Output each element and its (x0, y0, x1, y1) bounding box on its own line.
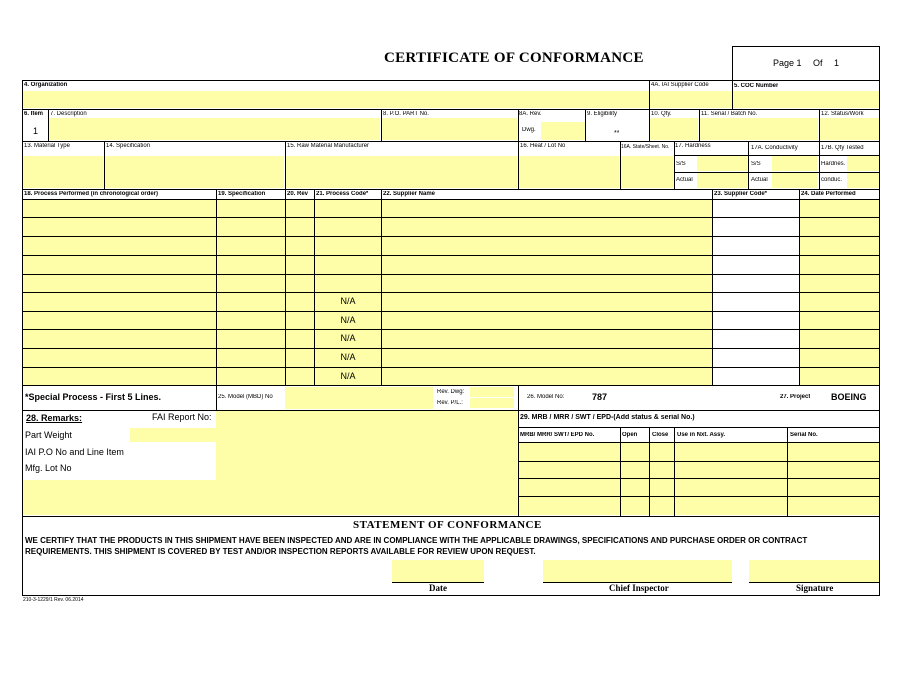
date-field[interactable] (392, 560, 484, 582)
process-cell[interactable] (23, 368, 216, 385)
item-label: 6. Item (24, 111, 44, 117)
chief-inspector-label: Chief Inspector (609, 583, 669, 593)
process-cell[interactable] (382, 312, 712, 330)
iai-po-label: IAI P.O No and Line Item (25, 447, 124, 457)
process-cell[interactable] (315, 256, 381, 275)
process-cell[interactable] (23, 256, 216, 275)
process-cell[interactable] (800, 256, 879, 275)
hardness-ss-field[interactable] (697, 156, 747, 171)
rev-pl-field[interactable] (470, 398, 514, 408)
state-sheet-label: 16A. State/Sheet. No. (621, 144, 670, 150)
serial-batch-label: 11. Serial / Batch No. (701, 111, 758, 117)
serial-batch-field[interactable] (700, 118, 818, 140)
process-cell[interactable] (23, 218, 216, 237)
process-header-specification: 19. Specification (218, 191, 266, 197)
process-cell[interactable] (286, 200, 314, 218)
mrb-cell[interactable] (650, 462, 674, 478)
status-work-label: 12. Status/Work (821, 111, 864, 117)
process-cell[interactable] (23, 312, 216, 330)
mrb-col-no: MRB/ MRR/ SWT/ EPD No. (520, 432, 595, 438)
mrb-cell[interactable] (519, 497, 620, 515)
organization-label: 4. Organization (24, 82, 68, 88)
dwg-label: Dwg. (522, 127, 536, 133)
eligibility-label: 9. Eligibility (587, 111, 618, 117)
process-cell[interactable] (800, 312, 879, 330)
mrb-cell[interactable] (621, 443, 649, 461)
description-field[interactable] (49, 118, 380, 140)
process-cell[interactable] (800, 275, 879, 293)
mrb-cell[interactable] (650, 479, 674, 496)
model-no-value: 787 (592, 392, 608, 402)
iai-supplier-code-label: 4A. IAI Supplier Code (651, 82, 709, 88)
conductivity-ss-field[interactable] (772, 156, 817, 171)
process-cell[interactable] (217, 218, 285, 237)
page-title: CERTIFICATE OF CONFORMANCE (384, 50, 644, 66)
qty-tested-hardness-field[interactable] (847, 156, 879, 171)
process-cell[interactable] (800, 349, 879, 368)
signature-field[interactable] (749, 560, 879, 582)
qty-label: 10. Qty. (651, 111, 672, 117)
process-cell[interactable] (713, 312, 799, 330)
model-no-label: 26. Model No: (527, 394, 565, 400)
process-cell[interactable] (800, 293, 879, 312)
mrb-cell[interactable] (675, 479, 787, 496)
process-header-supplier-code: 23. Supplier Code* (714, 191, 768, 197)
heat-lot-field[interactable] (519, 156, 619, 188)
hardness-actual-label: Actual (676, 177, 693, 183)
process-header-date-performed: 24. Date Performed (801, 191, 856, 197)
page-label: Page 1 (773, 58, 802, 68)
process-cell[interactable] (23, 275, 216, 293)
raw-material-manufacturer-label: 15. Raw Material Manufacturer (287, 143, 370, 149)
process-code-na: N/A (340, 296, 356, 306)
project-value: BOEING (831, 392, 867, 402)
process-cell[interactable] (217, 293, 285, 312)
process-cell[interactable] (713, 237, 799, 256)
status-work-field[interactable] (820, 118, 879, 140)
process-cell[interactable] (382, 237, 712, 256)
mrb-cell[interactable] (621, 462, 649, 478)
conductivity-label: 17A. Conductivity (751, 145, 798, 151)
specification-field[interactable] (105, 156, 284, 188)
process-cell[interactable] (23, 349, 216, 368)
statement-title: STATEMENT OF CONFORMANCE (353, 519, 542, 531)
process-cell[interactable] (382, 368, 712, 385)
po-part-label: 8. P.O. PART No. (383, 111, 429, 117)
process-cell[interactable] (217, 368, 285, 385)
process-cell[interactable] (713, 200, 799, 218)
process-cell[interactable] (382, 293, 712, 312)
statement-line-2: REQUIREMENTS. THIS SHIPMENT IS COVERED BY TEST AND/OR INSPECTION REPORTS AVAILABLE FOR REVIEW UPON REQUEST. (25, 547, 536, 556)
process-cell[interactable] (217, 237, 285, 256)
process-cell[interactable] (217, 256, 285, 275)
process-cell[interactable] (217, 349, 285, 368)
process-cell[interactable] (23, 293, 216, 312)
process-cell[interactable] (286, 349, 314, 368)
mrb-cell[interactable] (675, 443, 787, 461)
heat-lot-label: 16. Heat / Lot No (520, 143, 566, 149)
process-cell[interactable] (286, 275, 314, 293)
mrb-col-close: Close (652, 432, 669, 438)
process-header-supplier-name: 22. Supplier Name (383, 191, 436, 197)
mrb-cell[interactable] (621, 497, 649, 515)
mrb-col-serial: Serial No. (790, 432, 818, 438)
coc-number-field[interactable] (733, 91, 879, 108)
mrb-cell[interactable] (650, 443, 674, 461)
rev-dwg-label: Rev. Dwg: (437, 389, 465, 395)
description-label: 7. Description (50, 111, 87, 117)
process-cell[interactable] (713, 349, 799, 368)
process-header-performed: 18. Process Performed (in chronological order) (24, 191, 159, 197)
process-cell[interactable] (713, 218, 799, 237)
mrb-cell[interactable] (519, 462, 620, 478)
signature-label: Signature (796, 583, 834, 593)
mrb-cell[interactable] (788, 462, 879, 478)
process-code-na: N/A (340, 315, 356, 325)
process-cell[interactable] (800, 237, 879, 256)
hardness-label: 17. Hardness (675, 143, 711, 149)
process-cell[interactable] (382, 349, 712, 368)
process-cell[interactable] (315, 200, 381, 218)
process-cell[interactable] (382, 200, 712, 218)
process-cell[interactable] (382, 218, 712, 237)
conductivity-actual-label: Actual (751, 177, 768, 183)
process-cell[interactable] (713, 275, 799, 293)
qty-field[interactable] (650, 118, 698, 140)
model-mbd-field[interactable] (285, 387, 433, 409)
rev-label: 8A. Rev. (519, 111, 542, 117)
process-code-na: N/A (340, 352, 356, 362)
mrb-cell[interactable] (675, 497, 787, 515)
process-cell[interactable] (315, 237, 381, 256)
process-code-na: N/A (340, 333, 356, 343)
of-total: 1 (834, 58, 840, 68)
mrb-cell[interactable] (519, 443, 620, 461)
remarks-title: 28. Remarks: (26, 413, 83, 423)
mrb-title: 29. MRB / MRR / SWT / EPD-(Add status & serial No.) (520, 414, 695, 421)
process-cell[interactable] (217, 200, 285, 218)
fai-report-label: FAI Report No: (152, 412, 212, 422)
qty-tested-conduc-field[interactable] (847, 173, 879, 188)
hardnes-label: Hardnes. (821, 161, 846, 167)
process-cell[interactable] (286, 312, 314, 330)
date-label: Date (429, 583, 447, 593)
mrb-col-use: Use in Nxt. Assy. (677, 432, 726, 438)
page-number-box (732, 46, 880, 81)
process-cell[interactable] (217, 275, 285, 293)
process-cell[interactable] (286, 368, 314, 385)
mfg-lot-label: Mfg. Lot No (25, 463, 72, 473)
special-process-note: *Special Process - First 5 Lines. (25, 392, 162, 402)
process-cell[interactable] (315, 218, 381, 237)
mrb-cell[interactable] (788, 497, 879, 515)
chief-inspector-field[interactable] (543, 560, 732, 582)
item-value: 1 (33, 126, 39, 136)
process-cell[interactable] (286, 330, 314, 349)
project-label: 27. Project (780, 394, 811, 400)
process-cell[interactable] (800, 200, 879, 218)
mrb-cell[interactable] (788, 443, 879, 461)
rev-dwg-field[interactable] (470, 387, 514, 397)
model-mbd-label: 25. Model (MBD) No (218, 394, 273, 400)
process-header-process-code: 21. Process Code* (316, 191, 369, 197)
process-cell[interactable] (713, 368, 799, 385)
process-cell[interactable] (713, 256, 799, 275)
mrb-cell[interactable] (519, 479, 620, 496)
material-type-label: 13. Material Type (24, 143, 70, 149)
mrb-col-open: Open (622, 432, 638, 438)
process-cell[interactable] (713, 293, 799, 312)
coc-number-label: 5. COC Number (734, 83, 779, 89)
process-cell[interactable] (23, 237, 216, 256)
process-cell[interactable] (23, 330, 216, 349)
process-cell[interactable] (800, 330, 879, 349)
mrb-cell[interactable] (788, 479, 879, 496)
process-code-na: N/A (340, 371, 356, 381)
process-cell[interactable] (713, 330, 799, 349)
po-part-field[interactable] (382, 118, 517, 140)
process-cell[interactable] (382, 275, 712, 293)
conductivity-ss-label: S/S (751, 161, 761, 167)
iai-supplier-code-field[interactable] (650, 91, 732, 108)
process-header-rev: 20. Rev (287, 191, 309, 197)
eligibility-mark: ** (614, 130, 620, 137)
process-cell[interactable] (217, 330, 285, 349)
form-number: 210-3-1229/1 Rev. 06.2014 (23, 597, 84, 603)
mrb-cell[interactable] (650, 497, 674, 515)
part-weight-label: Part Weight (25, 430, 72, 440)
process-cell[interactable] (315, 275, 381, 293)
rev-pl-label: Rev. P/L.: (437, 400, 463, 406)
of-label: Of (813, 58, 823, 68)
conductivity-actual-field[interactable] (772, 173, 817, 188)
conduc-label: conduc. (821, 177, 843, 183)
state-sheet-field[interactable] (621, 156, 673, 188)
qty-tested-label: 17B. Qty Tested (821, 145, 864, 151)
specification-label: 14. Specification (106, 143, 151, 149)
process-cell[interactable] (800, 218, 879, 237)
process-cell[interactable] (286, 237, 314, 256)
material-type-field[interactable] (23, 156, 103, 188)
hardness-actual-field[interactable] (697, 173, 747, 188)
hardness-ss-label: S/S (676, 161, 686, 167)
process-cell[interactable] (286, 256, 314, 275)
process-cell[interactable] (286, 218, 314, 237)
organization-field[interactable] (23, 91, 649, 108)
statement-line-1: WE CERTIFY THAT THE PRODUCTS IN THIS SHIPMENT HAVE BEEN INSPECTED AND ARE IN COMPLIANCE WITH THE APPLICABLE DRAWINGS, SPECIFICATIONS AND PURCHASE ORDER OR CONTRACT (25, 536, 808, 545)
process-cell[interactable] (382, 330, 712, 349)
mrb-cell[interactable] (621, 479, 649, 496)
raw-material-manufacturer-field[interactable] (286, 156, 517, 188)
mrb-cell[interactable] (675, 462, 787, 478)
process-cell[interactable] (382, 256, 712, 275)
process-cell[interactable] (286, 293, 314, 312)
process-cell[interactable] (800, 368, 879, 385)
process-cell[interactable] (23, 200, 216, 218)
process-cell[interactable] (217, 312, 285, 330)
rev-field[interactable] (541, 122, 585, 140)
